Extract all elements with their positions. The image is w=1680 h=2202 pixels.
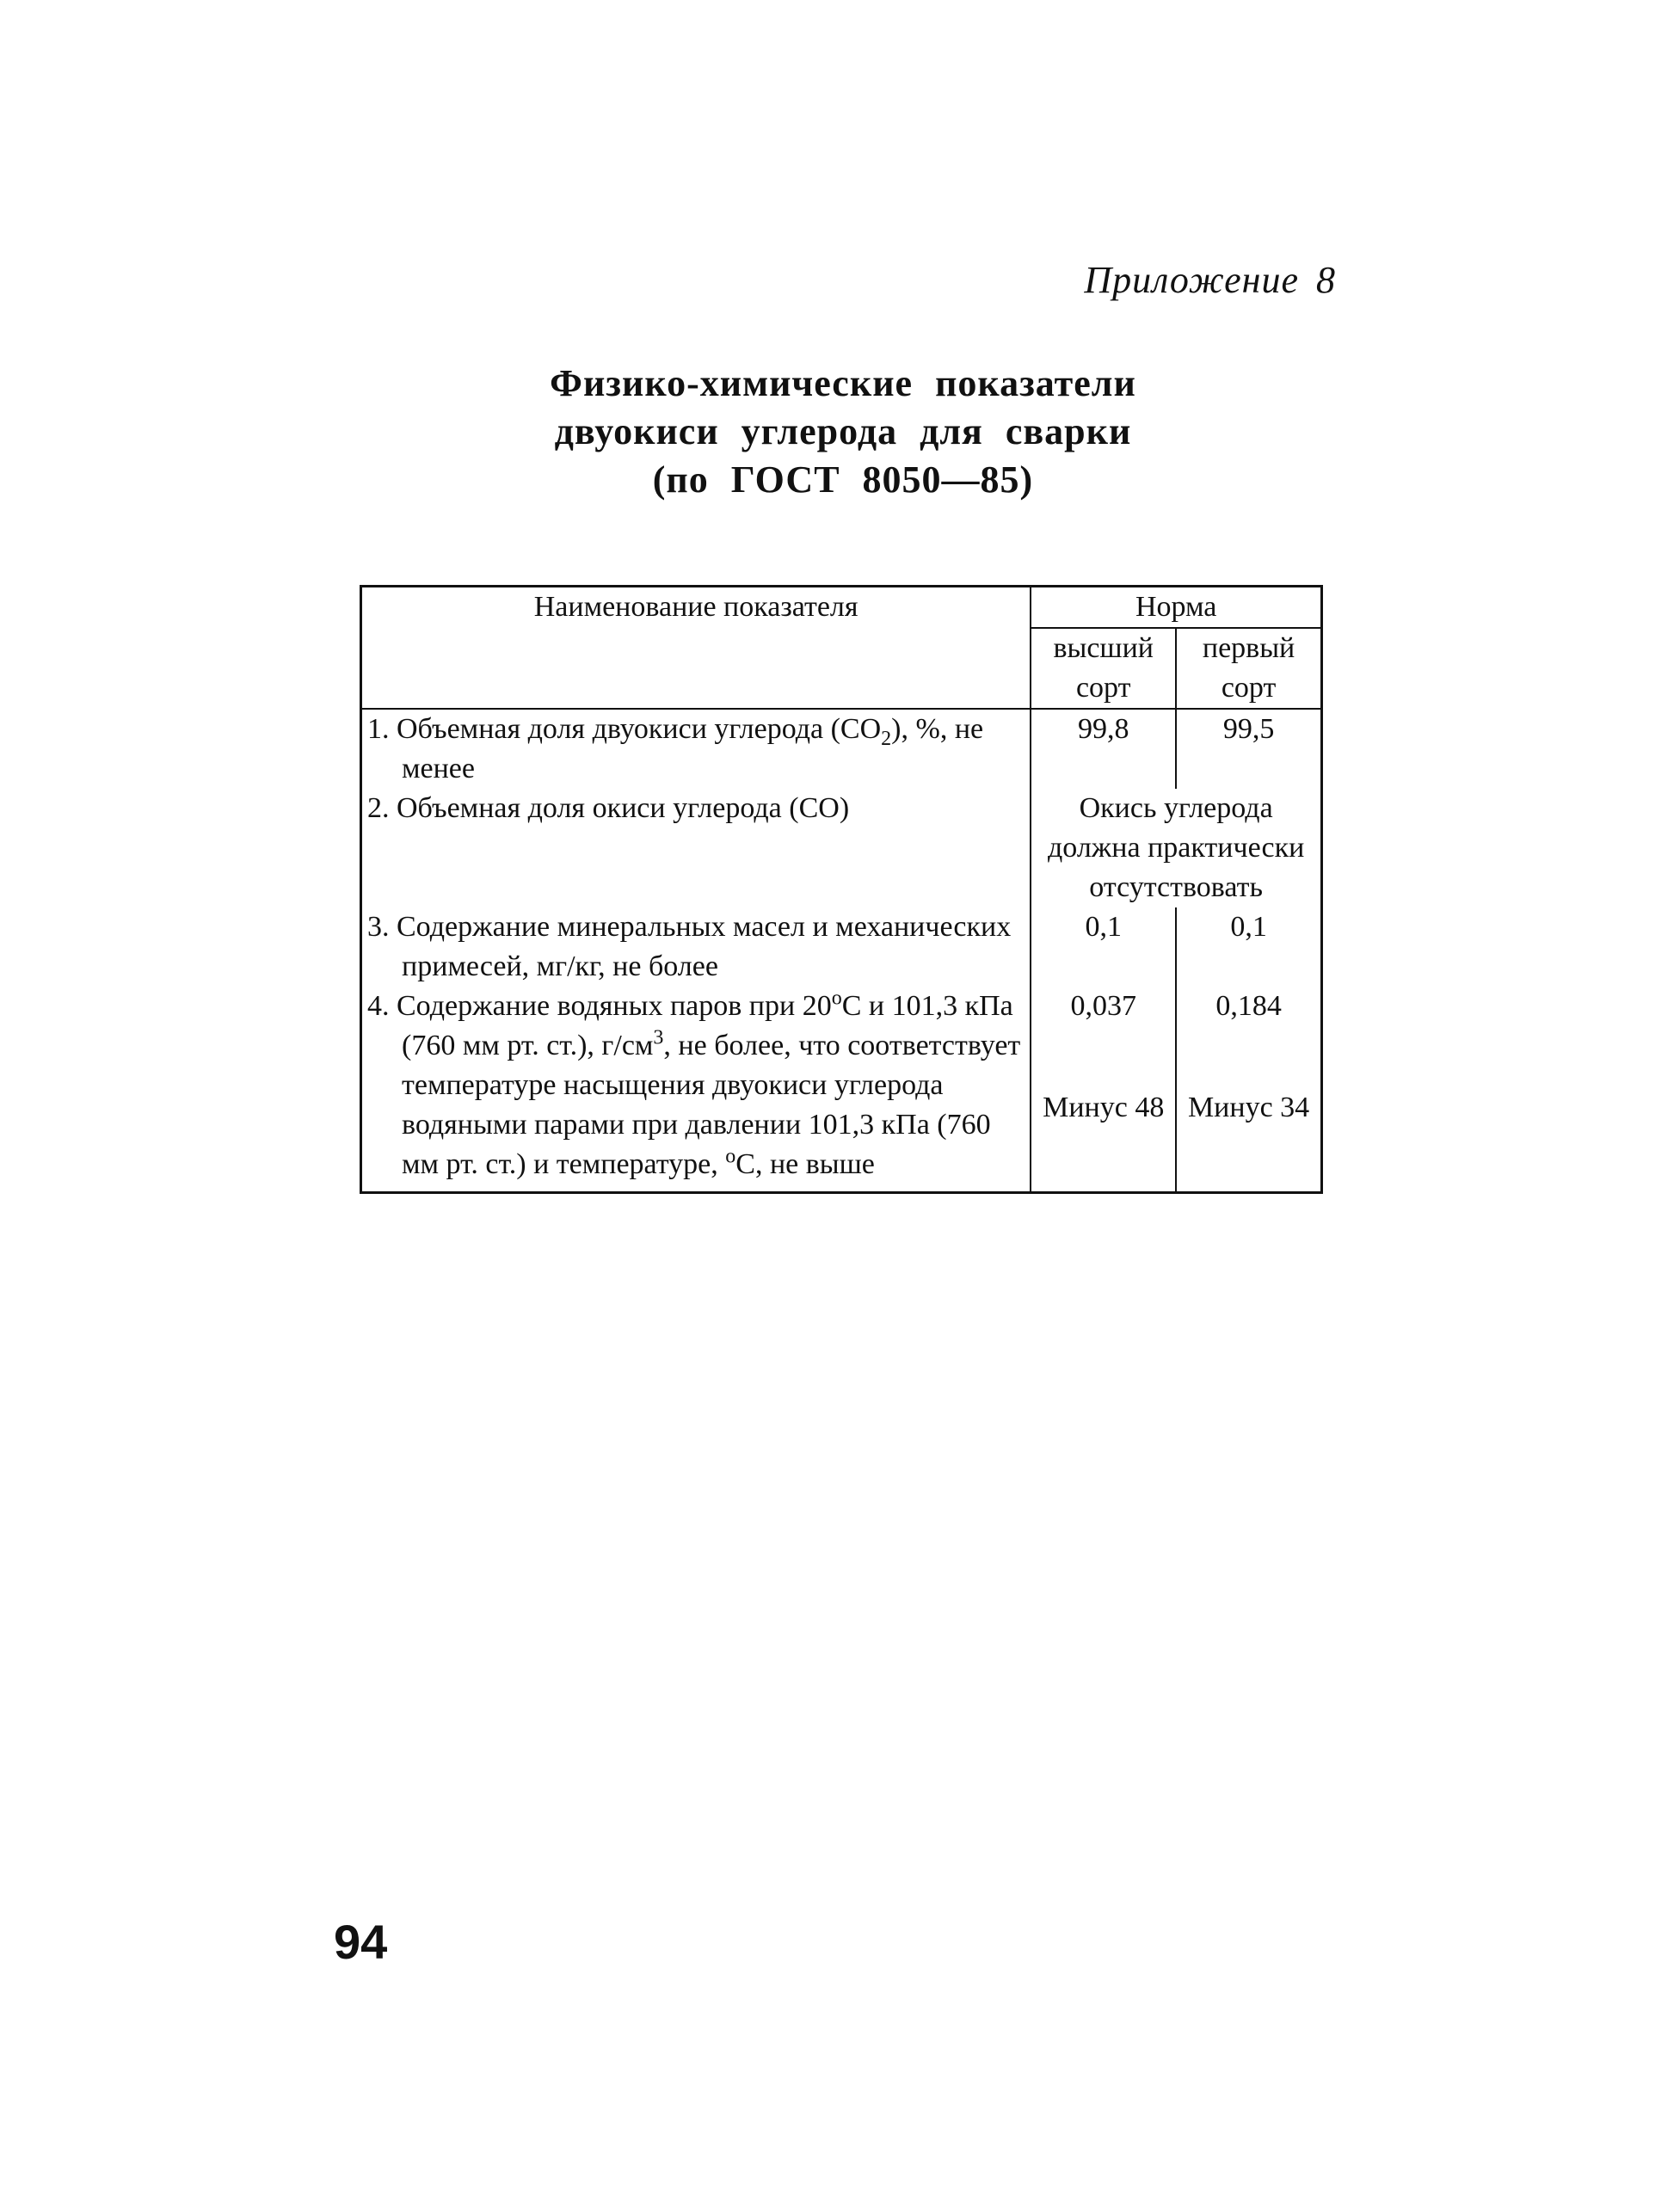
table-row [361, 709, 1322, 789]
title-line-1: Физико-химические показатели [550, 362, 1136, 404]
row-2-name: 2. Объемная доля окиси углерода (CO) [361, 789, 1031, 907]
title-line-2: двуокиси углерода для сварки [554, 410, 1132, 452]
row-4-grade-first-temperature: Минус 34 [1176, 1088, 1321, 1193]
specification-table [360, 585, 1323, 1194]
row-3-grade-first: 0,1 [1176, 907, 1321, 987]
row-3-name: 3. Содержание минеральных масел и механических примесей, мг/кг, не более [361, 907, 1031, 987]
table-row [361, 907, 1322, 987]
document-title [482, 360, 1204, 504]
header-grade-first: первый сорт [1176, 628, 1321, 709]
row-4-grade-top: 0,037 [1031, 987, 1176, 1088]
row-1-name: 1. Объемная доля двуокиси углерода $(CO_2)$, %, не менее [361, 709, 1031, 789]
table-row [361, 789, 1322, 907]
title-line-3: (по ГОСТ 8050—85) [652, 458, 1034, 501]
appendix-label: Приложение 8 [1084, 259, 1336, 301]
row-4-grade-top-temperature: Минус 48 [1031, 1088, 1176, 1193]
page-number: 94 [334, 1915, 388, 1969]
row-2-merged-value: Окись углерода должна практически отсутствовать [1031, 789, 1321, 907]
row-1-grade-top: 99,8 [1031, 709, 1176, 789]
header-indicator-name: Наименование показателя [361, 587, 1031, 710]
header-norm: Норма [1031, 587, 1321, 629]
header-grade-top: высший сорт [1031, 628, 1176, 709]
row-4-grade-first: 0,184 [1176, 987, 1321, 1088]
row-1-grade-first: 99,5 [1176, 709, 1321, 789]
row-3-grade-top: 0,1 [1031, 907, 1176, 987]
row-4-name: 4. Содержание водяных паров при 20$^o$C и 101,3 кПа (760 мм рт. ст.), $г/см^3$, не более, что соответствует температуре насыщения двуокиси углерода водяными парами при давлении 101,3 кПа (760 мм рт. ст.) и температуре, $^o$C, не выше [361, 987, 1031, 1193]
table-row [361, 987, 1322, 1088]
